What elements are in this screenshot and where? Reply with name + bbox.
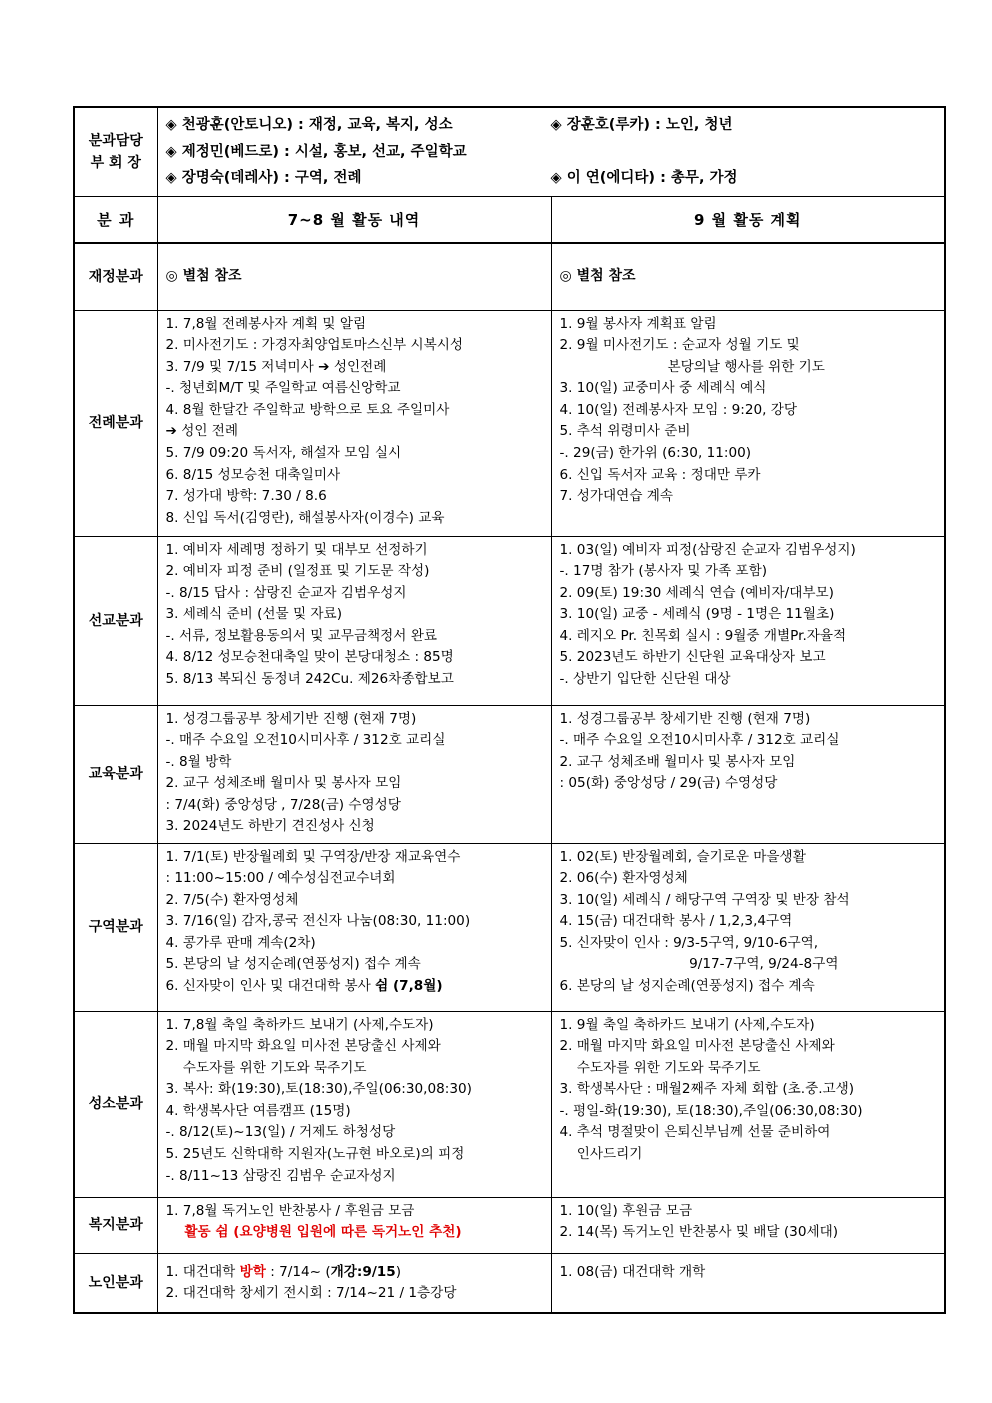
header-row <box>74 196 945 243</box>
plan-line: 2. 09(토) 19:30 세례식 연습 (예비자/대부모) <box>559 584 834 601</box>
plan-line: 2. 06(수) 환자영성체 <box>559 870 688 887</box>
plan-line: 1. 03(일) 예비자 피정(삼랑진 순교자 김범우성지) <box>559 541 856 558</box>
activity-line: 4. 학생복사단 여름캠프 (15명) <box>165 1102 351 1119</box>
next-plans-cell <box>551 705 945 843</box>
plan-line: 6. 본당의 날 성지순례(연풍성지) 접수 계속 <box>559 978 815 995</box>
activity-line: 3. 7/9 및 7/15 저녁미사 ➔ 성인전례 <box>165 358 387 375</box>
dept-label: 교육분과 <box>74 705 157 843</box>
vp-content-cell <box>157 107 945 196</box>
plan-line: 3. 학생복사단 : 매월2째주 자체 회합 (초.중.고생) <box>559 1081 855 1098</box>
activity-line: -. 서류, 정보활용동의서 및 교무금책정서 완료 <box>165 627 438 644</box>
dept-row-district <box>74 843 945 1011</box>
vp-entry <box>551 139 945 166</box>
activity-line: -. 8/15 답사 : 삼랑진 순교자 김범우성지 <box>165 584 407 601</box>
prev-activities-cell <box>157 1197 551 1253</box>
dept-row-vocation <box>74 1011 945 1197</box>
vp-entry: ◈ 장훈호(루카) : 노인, 청년 <box>550 117 733 133</box>
activity-line: 2. 예비자 피정 준비 (일정표 및 기도문 작성) <box>165 563 430 580</box>
plan-line: 9/17-7구역, 9/24-8구역 <box>559 956 839 973</box>
vp-entry: ◈ 이 연(에디타) : 총무, 가정 <box>550 170 738 186</box>
plan-line: -. 평일-화(19:30), 토(18:30),주일(06:30,08:30) <box>559 1102 863 1119</box>
activity-line: 5. 본당의 날 성지순례(연풍성지) 접수 계속 <box>165 956 421 973</box>
activity-text: : 7/14~ ( <box>265 1263 331 1280</box>
vice-president-row <box>74 107 945 196</box>
dept-row-mission <box>74 536 945 705</box>
activity-line: ➔ 성인 전례 <box>165 423 239 440</box>
activity-line <box>166 1262 547 1284</box>
activity-line: 3. 7/16(일) 감자,콩국 전신자 나눔(08:30, 11:00) <box>165 913 471 930</box>
activity-line: 5. 25년도 신학대학 지원자(노규현 바오로)의 피정 <box>165 1146 465 1163</box>
activity-line: 4. 8월 한달간 주일학교 방학으로 토요 주일미사 <box>165 401 450 418</box>
dept-label: 복지분과 <box>74 1197 157 1253</box>
dept-label: 선교분과 <box>74 536 157 705</box>
plan-line: 수도자를 위한 기도와 묵주기도 <box>559 1059 761 1076</box>
plan-line: 5. 추석 위령미사 준비 <box>559 423 691 440</box>
vp-line <box>166 165 945 192</box>
vp-entry: ◈ 제정민(베드로) : 시설, 홍보, 선교, 주일학교 <box>165 143 467 160</box>
activity-line: 1. 7/1(토) 반장월례회 및 구역장/반장 재교육연수 <box>165 848 461 865</box>
activity-line: 2. 미사전기도 : 가경자최양업토마스신부 시복시성 <box>165 337 463 354</box>
activity-emphasis: 쉼 (7,8월) <box>375 978 443 995</box>
plan-line: 2. 9월 미사전기도 : 순교자 성월 기도 및 <box>559 337 800 354</box>
next-plans-cell <box>551 843 945 1011</box>
activity-line: 1. 7,8월 전례봉사자 계획 및 알림 <box>165 315 367 332</box>
plan-line: 1. 08(금) 대건대학 개학 <box>559 1263 706 1280</box>
activity-line: 수도자를 위한 기도와 묵주기도 <box>165 1059 367 1076</box>
plan-line: 4. 레지오 Pr. 친목회 실시 : 9월중 개별Pr.자율적 <box>559 627 847 644</box>
vp-label-cell <box>74 107 157 196</box>
plan-line: 본당의날 행사를 위한 기도 <box>559 358 825 375</box>
activity-highlight: 방학 <box>239 1263 266 1280</box>
activity-line: : 11:00~15:00 / 예수성심전교수녀회 <box>165 870 396 887</box>
vp-label-line1: 분과담당 <box>88 132 143 149</box>
next-plans-cell <box>551 1253 945 1313</box>
next-plans-cell <box>551 310 945 536</box>
activity-line: 3. 세례식 준비 (선물 및 자료) <box>165 606 342 623</box>
vp-entry: ◈ 장명숙(데레사) : 구역, 전례 <box>165 170 362 186</box>
plan-line: 1. 성경그룹공부 창세기반 진행 (현재 7명) <box>559 710 811 727</box>
activity-line: 6. 8/15 성모승천 대축일미사 <box>165 466 341 483</box>
activity-line: 2. 7/5(수) 환자영성체 <box>165 891 299 908</box>
prev-activities-cell <box>157 843 551 1011</box>
next-plans-cell <box>551 1197 945 1253</box>
dept-label: 성소분과 <box>74 1011 157 1197</box>
plan-line: 1. 9월 축일 축하카드 보내기 (사제,수도자) <box>559 1016 815 1033</box>
activity-line: -. 8/12(토)~13(일) / 거제도 하청성당 <box>165 1124 396 1141</box>
plan-line: 2. 교구 성체조배 월미사 및 봉사자 모임 <box>559 753 796 770</box>
activity-line: 4. 콩가루 판매 계속(2차) <box>165 934 316 951</box>
activity-line: 1. 예비자 세례명 정하기 및 대부모 선정하기 <box>165 541 428 558</box>
dept-label: 전례분과 <box>74 310 157 536</box>
plan-line: 3. 10(일) 교중 - 세례식 (9명 - 1명은 11월초) <box>559 606 835 623</box>
plan-line: 1. 9월 봉사자 계획표 알림 <box>559 315 717 332</box>
vp-entry: ◈ 천광훈(안토니오) : 재정, 교육, 복지, 성소 <box>165 117 453 133</box>
activity-line: 2. 교구 성체조배 월미사 및 봉사자 모임 <box>165 775 402 792</box>
next-plans-cell <box>551 536 945 705</box>
activity-line: -. 청년회M/T 및 주일학교 여름신앙학교 <box>165 380 401 397</box>
activity-line: 1. 성경그룹공부 창세기반 진행 (현재 7명) <box>165 710 417 727</box>
plan-line: 5. 신자맞이 인사 : 9/3-5구역, 9/10-6구역, <box>559 934 819 951</box>
activity-line-highlight: 활동 쉼 (요양병원 입원에 따른 독거노인 추천) <box>165 1224 462 1241</box>
activity-line: 7. 성가대 방학: 7.30 / 8.6 <box>165 488 327 505</box>
activity-line: 1. 7,8월 축일 축하카드 보내기 (사제,수도자) <box>165 1016 434 1033</box>
parish-report-table <box>73 106 946 1314</box>
plan-line: 2. 매월 마지막 화요일 미사전 본당출신 사제와 <box>559 1038 835 1055</box>
plan-line: 2. 14(목) 독거노인 반찬봉사 및 배달 (30세대) <box>559 1224 839 1241</box>
plan-line: 1. 10(일) 후원금 모금 <box>559 1202 693 1219</box>
plan-line: 4. 추석 명절맞이 은퇴신부님께 선물 준비하여 <box>559 1124 831 1141</box>
activity-line: 2. 매월 마지막 화요일 미사전 본당출신 사제와 <box>165 1038 441 1055</box>
activity-text: ) <box>395 1263 402 1280</box>
plan-line: 5. 2023년도 하반기 신단원 교육대상자 보고 <box>559 649 826 666</box>
activity-line: ◎ 별첨 참조 <box>165 267 242 284</box>
plan-line: 7. 성가대연습 계속 <box>559 488 674 505</box>
activity-line: 1. 7,8월 독거노인 반찬봉사 / 후원금 모금 <box>165 1202 415 1219</box>
activity-line: -. 8/11~13 삼랑진 김범우 순교자성지 <box>165 1167 396 1184</box>
dept-row-finance <box>74 243 945 310</box>
plan-line: 6. 신입 독서자 교육 : 정대만 루카 <box>559 466 761 483</box>
plan-line: -. 17명 참가 (봉사자 및 가족 포함) <box>559 563 768 580</box>
dept-row-seniors <box>74 1253 945 1313</box>
dept-label: 구역분과 <box>74 843 157 1011</box>
dept-label: 재정분과 <box>74 243 157 310</box>
plan-line: 3. 10(일) 교중미사 중 세례식 예식 <box>559 380 767 397</box>
header-prev-activities: 7~8 월 활동 내역 <box>157 196 551 243</box>
activity-text: 1. 대건대학 <box>165 1263 240 1280</box>
header-dept: 분 과 <box>74 196 157 243</box>
dept-label: 노인분과 <box>74 1253 157 1313</box>
plan-line: 4. 15(금) 대건대학 봉사 / 1,2,3,4구역 <box>559 913 793 930</box>
activity-emphasis: 개강:9/15 <box>330 1263 396 1280</box>
plan-line: 4. 10(일) 전례봉사자 모임 : 9:20, 강당 <box>559 401 798 418</box>
dept-row-liturgy <box>74 310 945 536</box>
vp-line <box>166 112 945 139</box>
plan-line: 1. 02(토) 반장월례회, 슬기로운 마을생활 <box>559 848 806 865</box>
prev-activities-cell <box>157 536 551 705</box>
activity-line: 4. 8/12 성모승천대축일 맞이 본당대청소 : 85명 <box>165 649 454 666</box>
plan-line: : 05(화) 중앙성당 / 29(금) 수영성당 <box>559 775 778 792</box>
dept-row-education <box>74 705 945 843</box>
prev-activities-cell <box>157 1253 551 1313</box>
next-plans-cell <box>551 1011 945 1197</box>
plan-line: -. 상반기 입단한 신단원 대상 <box>559 671 731 688</box>
activity-line: 3. 복사: 화(19:30),토(18:30),주일(06:30,08:30) <box>165 1081 472 1098</box>
next-plans-cell <box>551 243 945 310</box>
activity-text: 6. 신자맞이 인사 및 대건대학 봉사 <box>165 978 376 995</box>
activity-line: 5. 7/9 09:20 독서자, 해설자 모임 실시 <box>165 445 402 462</box>
activity-line <box>166 976 547 998</box>
activity-line: : 7/4(화) 중앙성당 , 7/28(금) 수영성당 <box>165 796 401 813</box>
dept-row-welfare <box>74 1197 945 1253</box>
activity-line: 2. 대건대학 창세기 전시회 : 7/14~21 / 1층강당 <box>165 1285 457 1302</box>
activity-line: -. 매주 수요일 오전10시미사후 / 312호 교리실 <box>165 732 446 749</box>
prev-activities-cell <box>157 1011 551 1197</box>
plan-line: 인사드리기 <box>559 1146 643 1163</box>
prev-activities-cell <box>157 310 551 536</box>
activity-line: 8. 신입 독서(김영란), 해설봉사자(이경수) 교육 <box>165 509 445 526</box>
plan-line: -. 매주 수요일 오전10시미사후 / 312호 교리실 <box>559 732 840 749</box>
vp-line <box>166 139 945 166</box>
prev-activities-cell <box>157 705 551 843</box>
header-next-plans: 9 월 활동 계획 <box>551 196 945 243</box>
plan-line: ◎ 별첨 참조 <box>559 267 636 284</box>
plan-line: -. 29(금) 한가위 (6:30, 11:00) <box>559 445 752 462</box>
vp-label-line2: 부 회 장 <box>90 154 141 171</box>
activity-line: 5. 8/13 복되신 동정녀 242Cu. 제26차종합보고 <box>165 671 454 688</box>
activity-line: -. 8월 방학 <box>165 753 232 770</box>
prev-activities-cell <box>157 243 551 310</box>
plan-line: 3. 10(일) 세례식 / 해당구역 구역장 및 반장 참석 <box>559 891 850 908</box>
activity-line: 3. 2024년도 하반기 견진성사 신청 <box>165 818 375 835</box>
